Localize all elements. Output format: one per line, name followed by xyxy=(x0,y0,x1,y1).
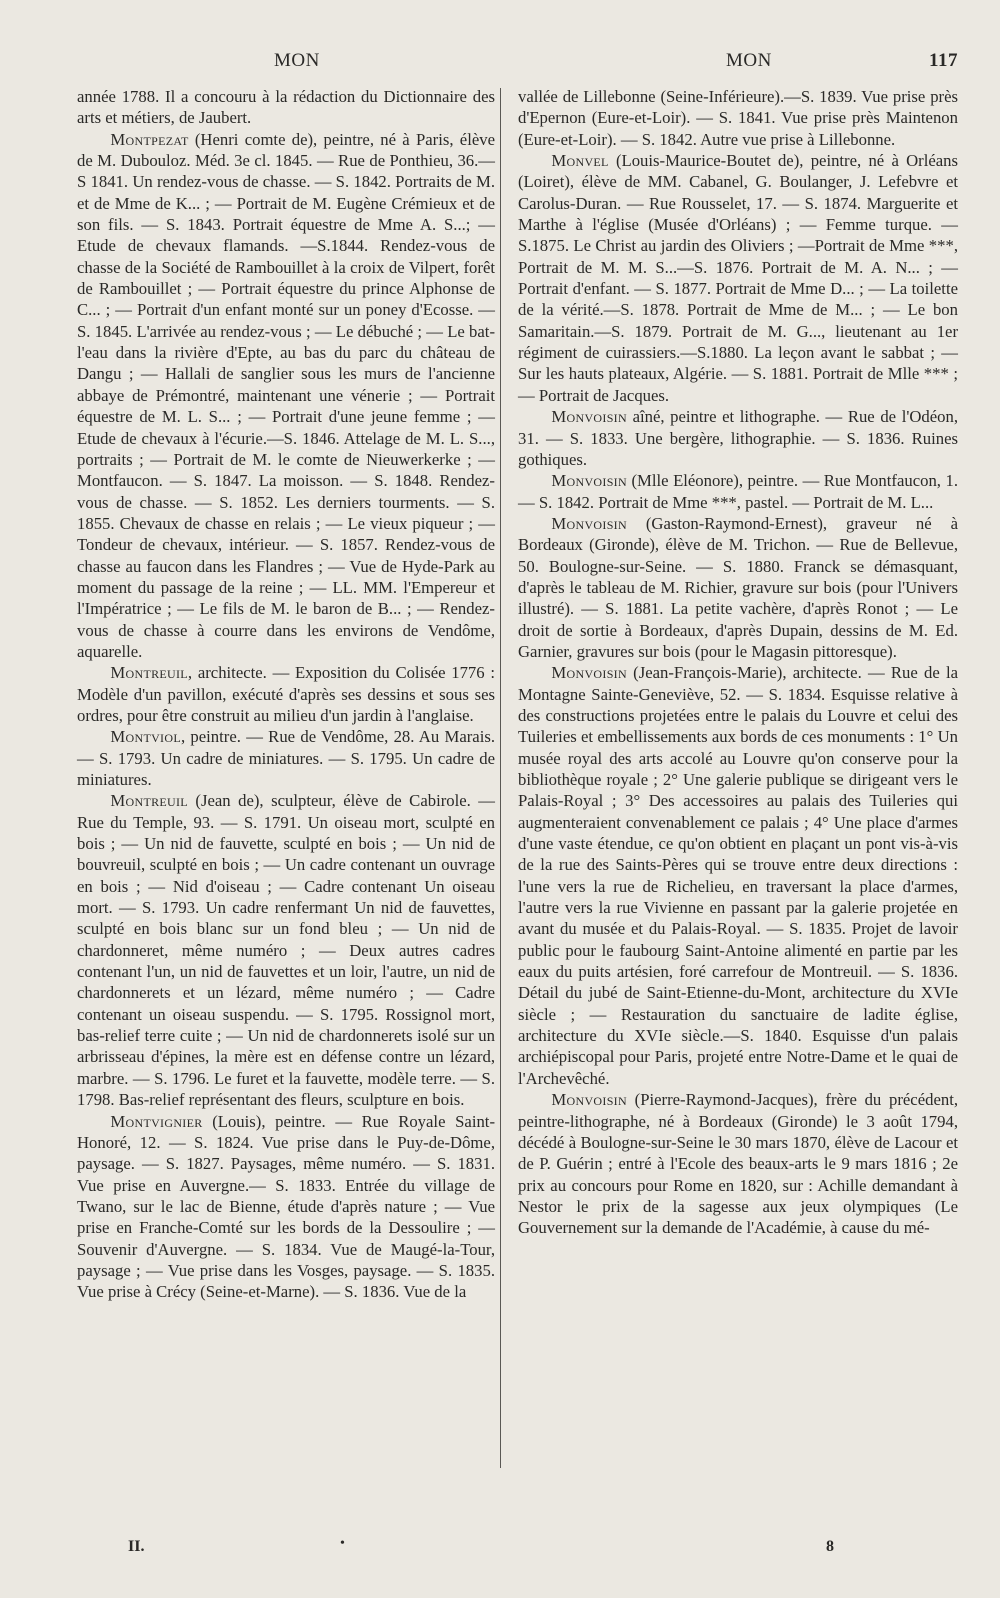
entry-text: (Henri comte de), peintre, né à Paris, élève de M. Dubouloz. Méd. 3e cl. 1845. — Rue de Ponthieu, 36.—S 1841. Un rendez-vous de chasse. — S. 1842. Portraits de M. et de Mme de K... ; — Portrait de M. Eugène Crémieux et de son fils. — S. 1843. Portrait équestre de Mme A. S...; — Etude de chevaux flamands. —S.1844. Rendez-vous de chasse de la Société de Rambouillet à la croix de Vilpert, forêt de Rambouillet ; — Portrait équestre du prince Alphonse de C... ; — Portrait d'un enfant monté sur un poney d'Ecosse. — S. 1845. L'arrivée au rendez-vous ; — Le débuché ; — Le bat-l'eau dans la rivière d'Epte, au bas du parc du château de Dangu ; — Hallali de sanglier sous les murs de l'ancienne abbaye de Prémontré, maintenant une vénerie ; — Portrait équestre de M. L. S... ; — Portrait d'une jeune femme ; — Etude de chevaux à l'écurie.—S. 1846. Attelage de M. L. S..., portraits ; — Portrait de M. le comte de Nieuwerkerke ; — Montfaucon. — S. 1847. La moisson. — S. 1848. Rendez-vous de chasse. — S. 1852. Les derniers tourments. — S. 1855. Chevaux de chasse en relais ; — Le vieux piqueur ; — Tondeur de chevaux, intérieur. — S. 1857. Rendez-vous de chasse au faucon dans les Flandres ; — Vue de Hyde-Park au moment du passage de la reine ; — LL. MM. l'Empereur et l'Impératrice ; — Le fils de M. le baron de B... ; — Rendez-vous de chasse à courre dans les environs de Vendôme, aquarelle. xyxy=(77,129,496,661)
header-right-guide-word: MON xyxy=(726,50,772,71)
entry-text: (Jean-François-Marie), architecte. — Rue de la Montagne Sainte-Geneviève, 52. — S. 1834. Esquisse relative à des constructions projetées entre le palais du Louvre et celui des Tuileries et embellissements aux bords de ces monuments : 1° Un musée royal des arts accolé au Louvre qu'on conserve pour la bibliothèque royale ; 2° Une galerie publique se dirigeant vers le Palais-Royal ; 3° Des accessoires au palais des Tuileries qui augmenteraient convenablement ce palais ; 4° Une place d'armes d'une vaste étendue, ce qu'on obtient en plaçant un pont vis-à-vis de la rue des Saints-Pères qui se trouve entre deux directions : l'une vers la rue de Richelieu, en traversant la place d'armes, l'autre vers la rue Vivienne en passant par la galerie projetée en avant du musée et du Palais-Royal. — S. 1835. Projet de lavoir public pour le faubourg Saint-Antoine alimenté en partie par les eaux du puits artésien, foré carrefour de Montreuil. — S. 1836. Détail du jubé de Saint-Etienne-du-Mont, architecture du XVIe siècle ; — Restauration du sanctuaire de ladite église, architecture du XVIe siècle.—S. 1840. Esquisse d'un palais archiépiscopal pour Paris, projeté entre Notre-Dame et le quai de l'Archevêché. xyxy=(518,663,958,1088)
entry-text: (Jean de), sculpteur, élève de Cabirole. — Rue du Temple, 93. — S. 1791. Un oiseau mort, sculpté en bois ; — Un nid de fauvette, sculpté en bois ; — Un nid de bouvreuil, sculpté en bois ; — Un cadre contenant un ouvrage en bois ; — Nid d'oiseau ; — Cadre contenant Un oiseau mort. — S. 1793. Un cadre renfermant Un nid de fauvettes, sculpté en bois blanc sur un fond bleu ; — Un nid de chardonneret, même numéro ; — Deux autres cadres contenant l'un, un nid de fauvettes et un loir, l'autre, un nid de chardonnerets et un lézard, même numéro ; — Cadre contenant un oiseau suspendu. — S. 1795. Rossignol mort, bas-relief terre cuite ; — Un nid de chardonnerets isolé sur un arbrisseau d'épines, la mère est en défense contre un lézard, marbre. — S. 1796. Le furet et la fauvette, modèle terre. — S. 1798. Bas-relief représentant des fleurs, sculpture en bois. xyxy=(77,791,495,1110)
left-column xyxy=(77,86,495,1303)
right-column xyxy=(518,86,958,1239)
page-footer xyxy=(76,1538,958,1562)
entry-text: (Mlle Eléonore), peintre. — Rue Montfaucon, 1. — S. 1842. Portrait de Mme ***, pastel. — Portrait de M. L... xyxy=(518,471,958,512)
entry-text: année 1788. Il a concouru à la rédaction du Dictionnaire des arts et métiers, de Jaubert. xyxy=(77,87,495,128)
footer-dot: • xyxy=(340,1536,345,1551)
entry-text: (Louis), peintre. — Rue Royale Saint-Honoré, 12. — S. 1824. Vue prise dans le Puy-de-Dôme, paysage. — S. 1827. Paysages, même numéro. — S. 1831. Vue prise en Auvergne.— S. 1833. Entrée du village de Twano, sur le lac de Bienne, étude d'après nature ; — Vue prise en Franche-Comté sur les bords de la Dessoulire ; — Souvenir d'Auvergne. — S. 1834. Vue de Maugé-la-Tour, paysage ; — Vue prise dans les Vosges, paysage. — S. 1835. Vue prise à Crécy (Seine-et-Marne). — S. 1836. Vue de la xyxy=(77,1111,496,1302)
entry-text: , peintre. — Rue de Vendôme, 28. Au Marais. — S. 1793. Un cadre de miniatures. — S. 1795. Un cadre de miniatures. xyxy=(77,727,495,789)
entry-name: Monvoisin xyxy=(551,407,627,427)
entry-name: Montreuil xyxy=(110,663,188,683)
entry-name: Monvoisin xyxy=(551,663,627,683)
entry-text: , architecte. — Exposition du Colisée 1776 : Modèle d'un pavillon, exécuté d'après ses dessins et sous ses ordres, pour être construit au milieu d'un jardin à l'anglaise. xyxy=(77,663,495,725)
entry xyxy=(518,1089,958,1238)
entry xyxy=(518,513,958,662)
entry-text: (Louis-Maurice-Boutet de), peintre, né à Orléans (Loiret), élève de MM. Cabanel, G. Boulanger, J. Lefebvre et Carolus-Duran. — Rue Rousselet, 17. — S. 1874. Marguerite et Marthe à l'église (Musée d'Orléans) ; — Femme turque. — S.1875. Le Christ au jardin des Oliviers ; —Portrait de Mme ***, Portrait de M. M. S...—S. 1876. Portrait de M. A. N... ; — Portrait d'enfant. — S. 1877. Portrait de Mme D... ; — La toilette de la vérité.—S. 1878. Portrait de Mme de M... ; — Le bon Samaritain.—S. 1879. Portrait de M. G..., lieutenant au 1er régiment de cuirassiers.—S.1880. La leçon avant le sabbat ; — Sur les hauts plateaux, Algérie. — S. 1881. Portrait de Mlle *** ; — Portrait de Jacques. xyxy=(518,151,958,405)
column-divider xyxy=(500,88,501,1468)
entry xyxy=(77,1111,495,1303)
page-number: 117 xyxy=(929,50,958,71)
entry-text: (Pierre-Raymond-Jacques), frère du précédent, peintre-lithographe, né à Bordeaux (Gironde) le 3 août 1794, décédé à Boulogne-sur-Seine le 30 mars 1870, élève de Lacour et de P. Guérin ; entré à l'Ecole des beaux-arts le 9 mars 1816 ; 2e prix au concours pour Rome en 1820, sur : Achille demandant à Nestor le prix de la sagesse aux jeux olympiques (Le Gouvernement sur la demande de l'Académie, à cause du mé- xyxy=(518,1090,959,1238)
entry xyxy=(77,790,495,1110)
entry xyxy=(518,662,958,1089)
entry-text: aîné, peintre et lithographe. — Rue de l'Odéon, 31. — S. 1833. Une bergère, lithographie. — S. 1836. Ruines gothiques. xyxy=(518,407,959,469)
entry-name: Monvoisin xyxy=(551,513,627,533)
entry xyxy=(77,129,495,663)
signature-mark: II. xyxy=(128,1538,145,1555)
entry-name: Montvignier xyxy=(110,1111,203,1131)
entry-continuation xyxy=(77,86,495,129)
running-header xyxy=(76,50,958,76)
entry-name: Montviol xyxy=(110,727,181,747)
entry xyxy=(77,726,495,790)
entry xyxy=(77,662,495,726)
entry-text: vallée de Lillebonne (Seine-Inférieure).—S. 1839. Vue prise près d'Epernon (Eure-et-Loir). — S. 1841. Vue prise près Maintenon (Eure-et-Loir). — S. 1842. Autre vue prise à Lillebonne. xyxy=(518,87,958,149)
entry xyxy=(518,406,958,470)
entry-text: (Gaston-Raymond-Ernest), graveur né à Bordeaux (Gironde), élève de M. Trichon. — Rue de Bellevue, 50. Boulogne-sur-Seine. — S. 1880. Franck se démasquant, d'après le tableau de M. Richier, gravure sur bois (pour l'Univers illustré). — S. 1881. La petite vachère, d'après Ronot ; — Le droit de sortie à Bordeaux, d'après Dupain, dessins de M. Ed. Garnier, gravures sur bois (pour le Magasin pittoresque). xyxy=(518,513,958,661)
header-left-guide-word: MON xyxy=(274,50,320,71)
entry-continuation xyxy=(518,86,958,150)
sheet-number: 8 xyxy=(826,1538,834,1555)
entry xyxy=(518,470,958,513)
entry-name: Monvoisin xyxy=(551,1090,627,1110)
entry-name: Monvel xyxy=(551,151,609,171)
entry-name: Montreuil xyxy=(110,791,188,811)
entry-name: Monvoisin xyxy=(551,471,627,491)
entry-name: Montpezat xyxy=(110,129,189,149)
entry xyxy=(518,150,958,406)
